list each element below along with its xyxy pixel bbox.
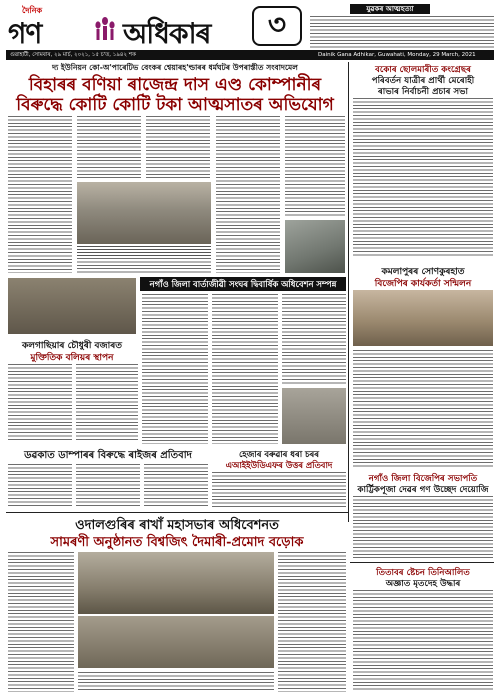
bottom-headline-line-1: ওদালগুৰিৰ ৰাখাঁ মহাসভাৰ অধিবেশনত <box>75 518 279 533</box>
centre-headline: নগাঁও জিলা বাৰ্তাজীৱী সংঘৰ দ্বিবাৰ্ষিক অধিবেশন সম্পন্ন <box>140 277 346 291</box>
centre-body-column <box>142 294 208 444</box>
lead-body-column <box>77 116 141 178</box>
lead-body-column <box>8 116 72 273</box>
story-divider <box>350 562 494 563</box>
right-top-headline-line-2: পৰিবৰ্তন যাত্ৰীৰ প্ৰাৰ্থী মেৰোহী <box>371 76 475 86</box>
right-bottom-body <box>353 590 493 692</box>
mid-story-headline-line-2: এআইইউডিএফৰ উত্তৰ প্ৰতিবাদ <box>225 460 333 470</box>
dateline-bar <box>6 50 494 60</box>
brand-name-part-2: অধিকাৰ <box>123 17 211 50</box>
kala-headline-line-2: মুক্তিতিক বলিয়ৰ স্থাপন <box>30 353 114 363</box>
newspaper-logo-icon <box>90 16 120 42</box>
right-mid-headline-line-1: কমলাপুৰৰ সোণকুৰহাত <box>381 267 465 277</box>
dakvara-headline: ডৱকাত ডাম্পাৰৰ বিৰুদ্ধে ৰাইজৰ প্ৰতিবাদ <box>24 450 192 461</box>
dakvara-body-column <box>8 464 72 508</box>
dateline-local: গুৱাহাটী, সোমবাৰ, ২৯ মাৰ্চ, ২০২১, ১৫ চ'ত, ১৯৪২ শক <box>10 52 136 58</box>
lead-side-photo <box>285 220 345 273</box>
right-mid-headline-line-2: বিজেপিৰ কাৰ্যকৰ্তা সন্মিলন <box>374 279 472 289</box>
dateline-english: Dainik Gana Adhikar, Guwahati, Monday, 29 March, 2021 <box>318 52 476 58</box>
centre-photo <box>282 388 346 444</box>
mid-story-body <box>212 472 346 508</box>
bottom-body-column <box>78 672 274 692</box>
lead-body-column <box>285 116 345 218</box>
right-low-headline-line-2: কাৰ্ট্টিকপূজা দেৱৰ গণ উচ্ছেদ দেয়োজি <box>357 485 489 495</box>
kala-body-column <box>8 364 72 442</box>
lead-body-column <box>216 116 280 273</box>
right-mid-body <box>353 350 493 468</box>
dakvara-body-column <box>144 464 208 508</box>
column-divider <box>348 62 349 522</box>
right-bottom-headline-line-1: তিতাবৰ ষ্টেচন তিনিআলিত <box>376 568 470 578</box>
right-mid-photo <box>353 290 493 346</box>
lead-kicker: দ্য ইউনিয়ন কো-অ'পাৰেটিভ বেংকৰ শ্বেয়াৰহ'ল্ডাৰৰ ধৰ্মঘটৰ উপৰাস্তীত সংবাদমেল <box>52 63 298 72</box>
top-brief-box <box>310 4 494 50</box>
mid-story-headline-line-1: হেজাৰ বৰুৱাৰ ধৰা চৰৰ <box>239 449 319 459</box>
lead-body-column <box>77 258 211 273</box>
daily-label: দৈনিক <box>22 6 43 15</box>
bottom-body-column <box>8 552 74 692</box>
dakvara-body-column <box>76 464 140 508</box>
lead-photo-caption <box>77 246 211 256</box>
page-number: ৩ <box>252 6 302 46</box>
lead-photo <box>77 182 211 244</box>
right-top-body <box>353 98 493 258</box>
right-low-headline-line-1: নগাঁও জিলা বিজেপিৰ সভাপতি <box>368 474 478 484</box>
top-brief-text <box>310 16 494 50</box>
bottom-headline-line-2: সামৰণী অনুষ্ঠানত বিশ্বজিৎ দৈমাৰী-প্ৰমোদ বড়োক <box>50 535 304 550</box>
lead-body-column <box>146 116 210 178</box>
bottom-body-column <box>278 552 346 692</box>
masthead <box>6 4 494 50</box>
centre-body-column <box>282 294 346 384</box>
story-divider <box>6 512 348 513</box>
top-brief-title: যুৱকৰ আত্মহত্যা <box>350 4 430 14</box>
right-top-headline-line-1: বকোৰ ছোলমাৰীত কংগ্ৰেছৰ <box>375 65 471 75</box>
right-low-body <box>353 496 493 558</box>
kala-headline-line-1: কলগাছিয়াৰ চৌধুৰী বজাৰত <box>21 341 123 351</box>
bottom-photo-audience <box>78 616 274 668</box>
lead-headline-line-1: বিহাৰৰ বণিয়া ৰাজেন্দ্ৰ দাস এণ্ড কোম্পানীৰ <box>28 75 322 95</box>
brand-name-part-1: গণ <box>8 17 42 50</box>
kala-body-column <box>76 364 138 442</box>
centre-body-column <box>212 294 278 444</box>
market-photo <box>8 278 136 334</box>
bottom-photo-stage <box>78 552 274 614</box>
lead-headline-line-2: বিৰুদ্ধে কোটি কোটি টকা আত্মসাতৰ অভিযোগ <box>16 95 334 115</box>
right-top-headline-line-3: ৰাভাৰ নিৰ্বাচনী প্ৰচাৰ সভা <box>377 87 469 97</box>
right-bottom-headline-line-2: অজ্ঞাত মৃতদেহ উদ্ধাৰ <box>385 579 461 589</box>
